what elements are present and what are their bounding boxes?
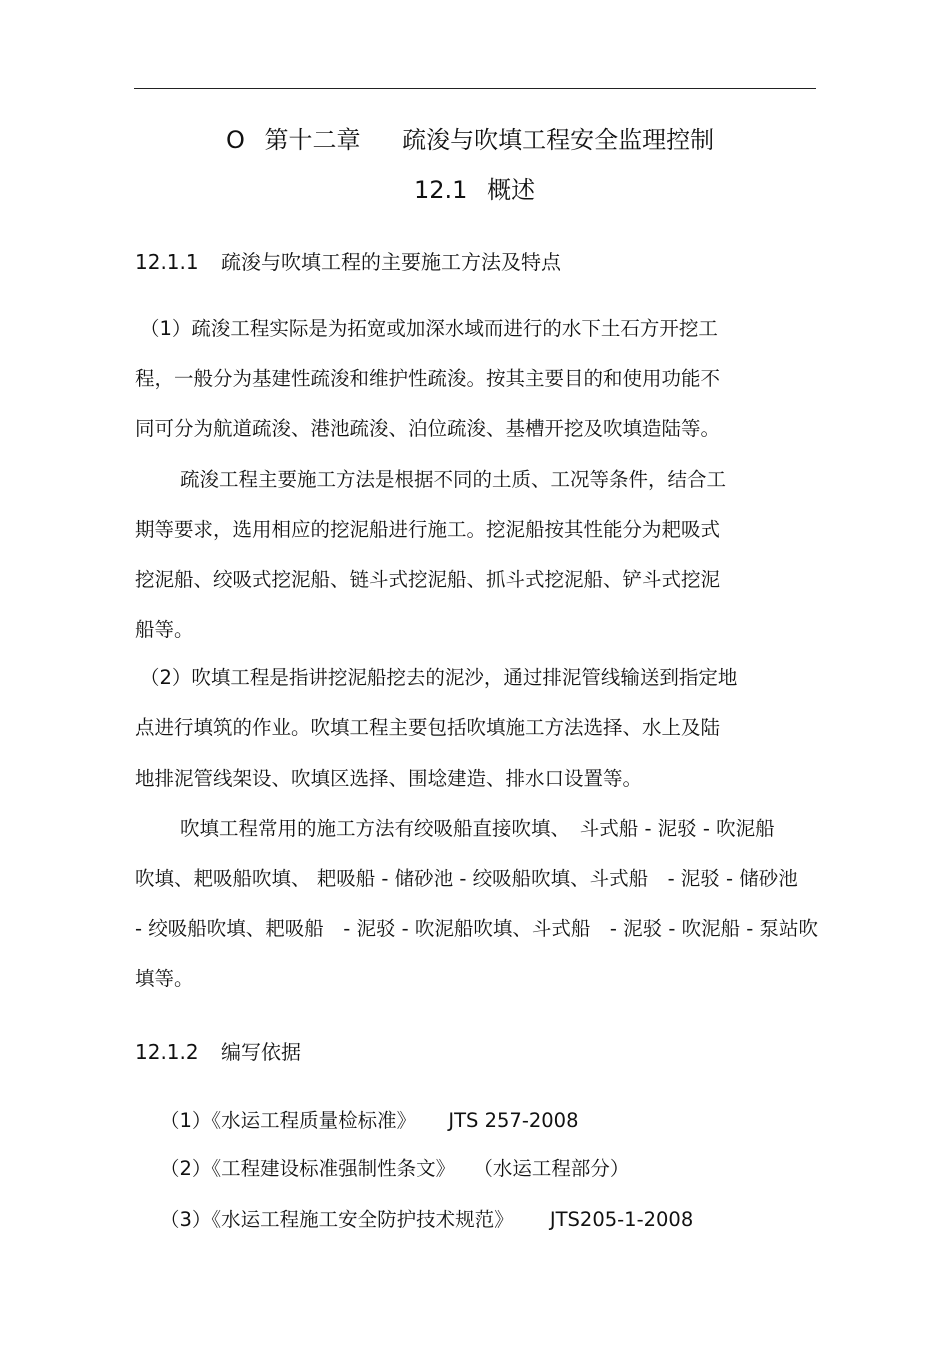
- chapter-subtitle: 疏浚与吹填工程安全监理控制: [402, 126, 715, 154]
- reference-item-1: [160, 1108, 579, 1134]
- reference-item-1-label: （1）《水运工程质量检标准》: [160, 1109, 417, 1132]
- header-rule: [134, 88, 816, 89]
- reference-item-1-code: JTS 257-2008: [448, 1109, 579, 1132]
- chapter-title: 第十二章: [264, 126, 361, 154]
- section-title: 概述: [487, 176, 536, 204]
- subsection-1-number: 12.1.1: [135, 250, 199, 274]
- paragraph-2-line-1: 疏浚工程主要施工方法是根据不同的土质、工况等条件，结合工: [180, 468, 727, 491]
- paragraph-3-line-2: 点进行填筑的作业。吹填工程主要包括吹填施工方法选择、水上及陆: [135, 716, 721, 739]
- paragraph-4-line-1: 吹填工程常用的施工方法有绞吸船直接吹填、 斗式船 - 泥驳 - 吹泥船: [180, 817, 775, 840]
- paragraph-4-line-4: 填等。: [135, 967, 194, 990]
- paragraph-4-line-2: 吹填、耙吸船吹填、 耙吸船 - 储砂池 - 绞吸船吹填、斗式船 - 泥驳 - 储砂池: [135, 867, 798, 890]
- paragraph-1-line-1: （1）疏浚工程实际是为拓宽或加深水域而进行的水下土石方开挖工: [140, 317, 718, 340]
- reference-item-2-code: （水运工程部分）: [473, 1157, 630, 1180]
- reference-item-3-code: JTS205-1-2008: [549, 1208, 694, 1231]
- section-heading: [414, 174, 535, 206]
- reference-item-2: [160, 1156, 629, 1182]
- paragraph-2-line-4: 船等。: [135, 618, 194, 641]
- subsection-1-heading: [135, 249, 561, 275]
- reference-item-2-label: （2）《工程建设标准强制性条文》: [160, 1157, 456, 1180]
- paragraph-3-line-1: （2）吹填工程是指讲挖泥船挖去的泥沙，通过排泥管线输送到指定地: [140, 666, 738, 689]
- reference-item-3: [160, 1207, 693, 1233]
- subsection-2-title: 编写依据: [220, 1040, 301, 1064]
- paragraph-2-line-3: 挖泥船、绞吸式挖泥船、链斗式挖泥船、抓斗式挖泥船、铲斗式挖泥: [135, 568, 721, 591]
- paragraph-1-line-2: 程，一般分为基建性疏浚和维护性疏浚。按其主要目的和使用功能不: [135, 367, 721, 390]
- subsection-1-title: 疏浚与吹填工程的主要施工方法及特点: [220, 250, 561, 274]
- chapter-heading: [226, 124, 714, 156]
- paragraph-1-line-3: 同可分为航道疏浚、港池疏浚、泊位疏浚、基槽开挖及吹填造陆等。: [135, 417, 721, 440]
- paragraph-4-line-3: - 绞吸船吹填、耙吸船 - 泥驳 - 吹泥船吹填、斗式船 - 泥驳 - 吹泥船 - 泵站吹: [135, 917, 819, 940]
- paragraph-3-line-3: 地排泥管线架设、吹填区选择、围埝建造、排水口设置等。: [135, 767, 643, 790]
- reference-item-3-label: （3）《水运工程施工安全防护技术规范》: [160, 1208, 514, 1231]
- chapter-bullet: O: [226, 126, 245, 154]
- section-number: 12.1: [414, 176, 468, 204]
- subsection-2-heading: [135, 1039, 301, 1065]
- subsection-2-number: 12.1.2: [135, 1040, 199, 1064]
- paragraph-2-line-2: 期等要求，选用相应的挖泥船进行施工。挖泥船按其性能分为耙吸式: [135, 518, 721, 541]
